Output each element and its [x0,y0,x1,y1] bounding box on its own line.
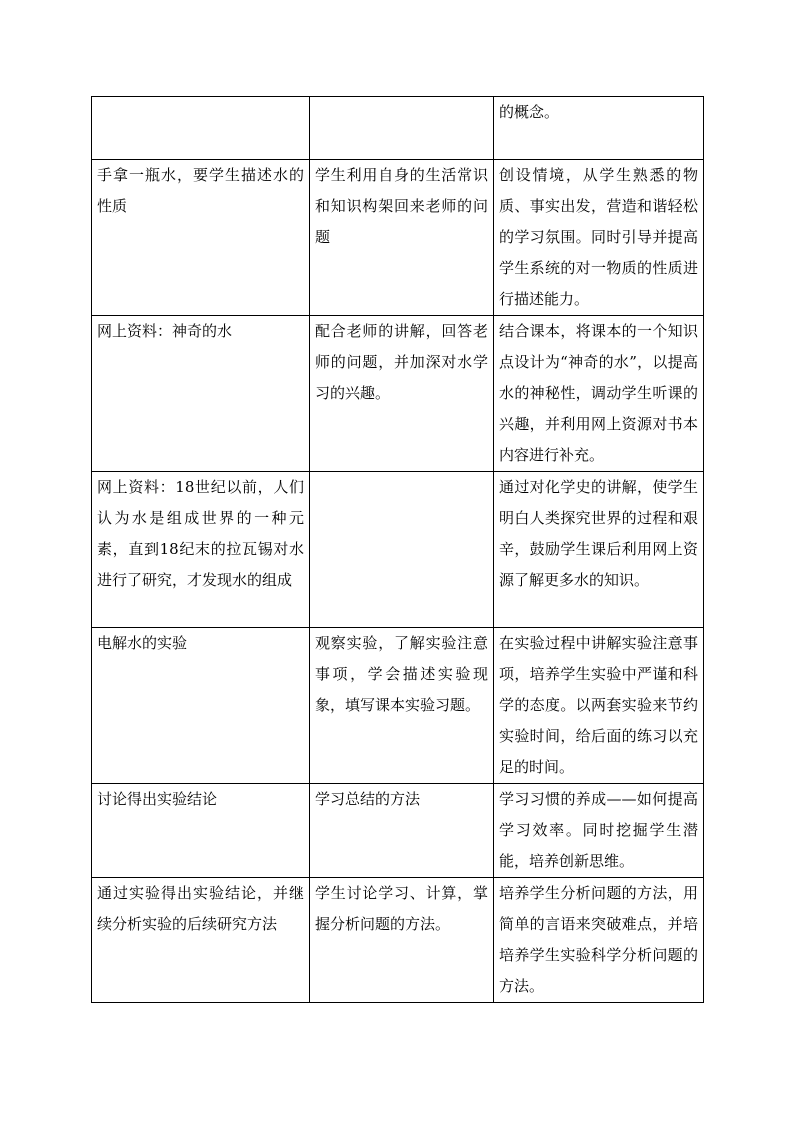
design-intent-cell: 在实验过程中讲解实验注意事项，培养学生实验中严谨和科学的态度。以两套实验来节约实验时间，给后面的练习以充足的时间。 [494,628,704,784]
design-intent-cell: 结合课本，将课本的一个知识点设计为“神奇的水”，以提高水的神秘性，调动学生听课的兴趣，并利用网上资源对书本内容进行补充。 [494,316,704,472]
teacher-activity-cell: 通过实验得出实验结论，并继续分析实验的后续研究方法 [92,878,310,1003]
table-row [92,784,704,878]
table-row [92,97,704,160]
design-intent-cell: 学习习惯的养成——如何提高学习效率。同时挖掘学生潜能，培养创新思维。 [494,784,704,878]
design-intent-cell: 的概念。 [494,97,704,160]
student-activity-cell [310,97,494,160]
teacher-activity-cell [92,97,310,160]
student-activity-cell [310,472,494,628]
student-activity-cell: 学习总结的方法 [310,784,494,878]
teacher-activity-cell: 网上资料：18世纪以前，人们认为水是组成世界的一种元素，直到18纪末的拉瓦锡对水进行了研究，才发现水的组成 [92,472,310,628]
table-row [92,160,704,316]
teacher-activity-cell: 电解水的实验 [92,628,310,784]
student-activity-cell: 观察实验，了解实验注意事项，学会描述实验现象，填写课本实验习题。 [310,628,494,784]
student-activity-cell: 学生讨论学习、计算，掌握分析问题的方法。 [310,878,494,1003]
teacher-activity-cell: 手拿一瓶水，要学生描述水的性质 [92,160,310,316]
lesson-plan-table [91,96,704,1003]
student-activity-cell: 学生利用自身的生活常识和知识构架回来老师的问题 [310,160,494,316]
design-intent-cell: 创设情境，从学生熟悉的物质、事实出发，营造和谐轻松的学习氛围。同时引导并提高学生系统的对一物质的性质进行描述能力。 [494,160,704,316]
table-row [92,878,704,1003]
table-row [92,628,704,784]
teacher-activity-cell: 网上资料：神奇的水 [92,316,310,472]
design-intent-cell: 培养学生分析问题的方法，用简单的言语来突破难点，并培培养学生实验科学分析问题的方法。 [494,878,704,1003]
table-row [92,316,704,472]
table-row [92,472,704,628]
design-intent-cell: 通过对化学史的讲解，使学生明白人类探究世界的过程和艰辛，鼓励学生课后利用网上资源了解更多水的知识。 [494,472,704,628]
teacher-activity-cell: 讨论得出实验结论 [92,784,310,878]
student-activity-cell: 配合老师的讲解，回答老师的问题，并加深对水学习的兴趣。 [310,316,494,472]
